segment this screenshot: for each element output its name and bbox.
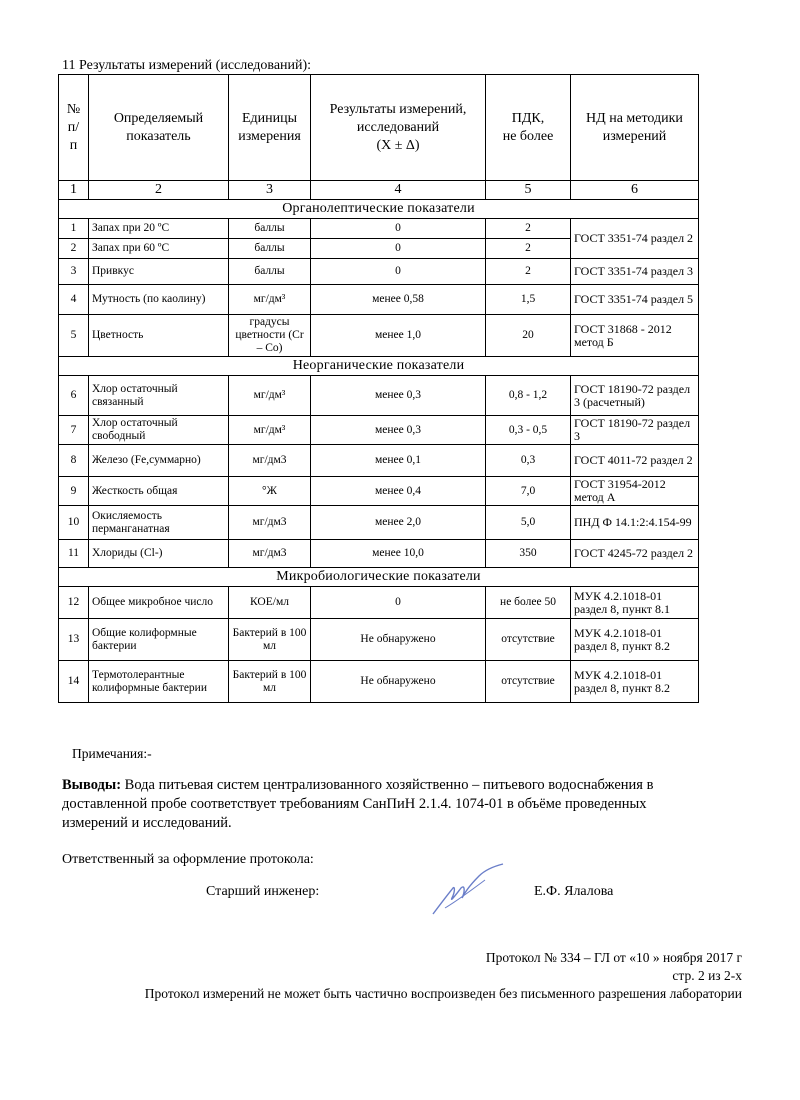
cell-result: менее 0,3 (311, 376, 486, 416)
cell-pdk: 0,3 (486, 445, 571, 477)
cell-number: 8 (59, 445, 89, 477)
column-index: 3 (229, 181, 311, 200)
cell-result: Не обнаружено (311, 661, 486, 703)
cell-number: 2 (59, 239, 89, 259)
cell-number: 13 (59, 619, 89, 661)
cell-nd: ПНД Ф 14.1:2:4.154-99 (571, 506, 699, 540)
cell-indicator: Хлориды (Cl-) (89, 540, 229, 568)
table-row (59, 416, 699, 445)
conclusions (62, 776, 712, 833)
column-index: 1 (59, 181, 89, 200)
cell-indicator: Мутность (по каолину) (89, 285, 229, 315)
cell-unit: Бактерий в 100 мл (229, 619, 311, 661)
cell-indicator: Запах при 60 ºС (89, 239, 229, 259)
cell-number: 14 (59, 661, 89, 703)
cell-result: менее 0,4 (311, 477, 486, 506)
cell-unit: баллы (229, 219, 311, 239)
cell-number: 4 (59, 285, 89, 315)
cell-indicator: Жесткость общая (89, 477, 229, 506)
table-row (59, 661, 699, 703)
cell-number: 5 (59, 315, 89, 357)
cell-indicator: Общее микробное число (89, 587, 229, 619)
table-row (59, 540, 699, 568)
section-title: 11 Результаты измерений (исследований): (62, 58, 312, 73)
cell-unit: баллы (229, 239, 311, 259)
cell-unit: мг/дм3 (229, 445, 311, 477)
cell-number: 3 (59, 259, 89, 285)
group-header-row (59, 568, 699, 587)
protocol-reference: Протокол № 334 – ГЛ от «10 » ноября 2017 г (485, 950, 742, 965)
cell-indicator: Окисляемость перманганатная (89, 506, 229, 540)
cell-nd: ГОСТ 4245-72 раздел 2 (571, 540, 699, 568)
column-index: 6 (571, 181, 699, 200)
group-header-row (59, 200, 699, 219)
responsible-label: Ответственный за оформление протокола: (62, 852, 314, 867)
cell-pdk: 0,3 - 0,5 (486, 416, 571, 445)
cell-pdk: 0,8 - 1,2 (486, 376, 571, 416)
cell-nd: МУК 4.2.1018-01 раздел 8, пункт 8.2 (571, 619, 699, 661)
cell-result: менее 10,0 (311, 540, 486, 568)
engineer-name: Е.Ф. Ялалова (534, 884, 614, 899)
cell-indicator: Запах при 20 ºС (89, 219, 229, 239)
cell-indicator: Привкус (89, 259, 229, 285)
cell-number: 1 (59, 219, 89, 239)
cell-pdk: не более 50 (486, 587, 571, 619)
cell-indicator: Хлор остаточный связанный (89, 376, 229, 416)
cell-number: 7 (59, 416, 89, 445)
cell-number: 6 (59, 376, 89, 416)
header-indicator: Определяемый показатель (89, 75, 229, 181)
cell-unit: КОЕ/мл (229, 587, 311, 619)
group-title: Органолептические показатели (59, 200, 699, 219)
cell-indicator: Общие колиформные бактерии (89, 619, 229, 661)
notes: Примечания:- (72, 746, 152, 761)
header-units: Единицы измерения (229, 75, 311, 181)
cell-pdk: отсутствие (486, 661, 571, 703)
cell-pdk: 20 (486, 315, 571, 357)
table-row (59, 506, 699, 540)
column-index: 2 (89, 181, 229, 200)
cell-unit: мг/дм3 (229, 506, 311, 540)
cell-result: 0 (311, 587, 486, 619)
cell-result: Не обнаружено (311, 619, 486, 661)
cell-result: менее 0,1 (311, 445, 486, 477)
cell-unit: баллы (229, 259, 311, 285)
group-header-row (59, 357, 699, 376)
column-index: 4 (311, 181, 486, 200)
signature (425, 862, 515, 922)
conclusions-text: Вода питьевая систем централизованного хозяйственно – питьевого водоснабжения в доставленной пробе соответствует требованиям СанПиН 2.1.4. 1074-01 в объёме проведенных измерений и исследований. (62, 777, 654, 831)
cell-number: 11 (59, 540, 89, 568)
cell-pdk: отсутствие (486, 619, 571, 661)
cell-nd: ГОСТ 18190-72 раздел 3 (расчетный) (571, 376, 699, 416)
cell-indicator: Хлор остаточный свободный (89, 416, 229, 445)
group-title: Микробиологические показатели (59, 568, 699, 587)
cell-unit: мг/дм³ (229, 376, 311, 416)
cell-nd: ГОСТ 31868 - 2012 метод Б (571, 315, 699, 357)
header-nd: НД на методики измерений (571, 75, 699, 181)
table-row (59, 219, 699, 239)
table-header-row (59, 75, 699, 181)
group-title: Неорганические показатели (59, 357, 699, 376)
page-number: стр. 2 из 2-х (672, 968, 742, 983)
header-results: Результаты измерений, исследований (Х ± Δ) (311, 75, 486, 181)
table-row (59, 376, 699, 416)
cell-unit: °Ж (229, 477, 311, 506)
cell-number: 10 (59, 506, 89, 540)
cell-unit: мг/дм³ (229, 416, 311, 445)
cell-indicator: Железо (Fe,суммарно) (89, 445, 229, 477)
table-row (59, 587, 699, 619)
cell-result: менее 0,3 (311, 416, 486, 445)
header-pdk: ПДК, не более (486, 75, 571, 181)
cell-unit: Бактерий в 100 мл (229, 661, 311, 703)
engineer-title: Старший инженер: (206, 884, 320, 899)
cell-number: 12 (59, 587, 89, 619)
cell-result: 0 (311, 219, 486, 239)
header-number: № п/ п (59, 75, 89, 181)
results-table (58, 74, 699, 703)
conclusions-label: Выводы: (62, 777, 122, 793)
cell-unit: градусы цветности (Cr – Co) (229, 315, 311, 357)
cell-result: 0 (311, 259, 486, 285)
table-row (59, 315, 699, 357)
cell-result: менее 2,0 (311, 506, 486, 540)
table-row (59, 445, 699, 477)
cell-nd: ГОСТ 3351-74 раздел 2 (571, 219, 699, 259)
table-row (59, 619, 699, 661)
disclaimer: Протокол измерений не может быть частично воспроизведен без письменного разрешения лаборатории (144, 986, 742, 1001)
cell-pdk: 350 (486, 540, 571, 568)
cell-nd: ГОСТ 4011-72 раздел 2 (571, 445, 699, 477)
table-row (59, 285, 699, 315)
cell-result: менее 0,58 (311, 285, 486, 315)
cell-pdk: 5,0 (486, 506, 571, 540)
cell-unit: мг/дм3 (229, 540, 311, 568)
cell-number: 9 (59, 477, 89, 506)
cell-pdk: 2 (486, 219, 571, 239)
cell-nd: ГОСТ 3351-74 раздел 3 (571, 259, 699, 285)
cell-unit: мг/дм³ (229, 285, 311, 315)
cell-pdk: 2 (486, 239, 571, 259)
cell-nd: ГОСТ 18190-72 раздел 3 (571, 416, 699, 445)
cell-indicator: Термотолерантные колиформные бактерии (89, 661, 229, 703)
cell-nd: ГОСТ 3351-74 раздел 5 (571, 285, 699, 315)
cell-indicator: Цветность (89, 315, 229, 357)
column-index: 5 (486, 181, 571, 200)
table-row (59, 259, 699, 285)
table-row (59, 477, 699, 506)
cell-result: 0 (311, 239, 486, 259)
cell-result: менее 1,0 (311, 315, 486, 357)
cell-nd: МУК 4.2.1018-01 раздел 8, пункт 8.2 (571, 661, 699, 703)
column-index-row (59, 181, 699, 200)
cell-pdk: 7,0 (486, 477, 571, 506)
cell-pdk: 1,5 (486, 285, 571, 315)
cell-pdk: 2 (486, 259, 571, 285)
cell-nd: ГОСТ 31954-2012 метод А (571, 477, 699, 506)
cell-nd: МУК 4.2.1018-01 раздел 8, пункт 8.1 (571, 587, 699, 619)
